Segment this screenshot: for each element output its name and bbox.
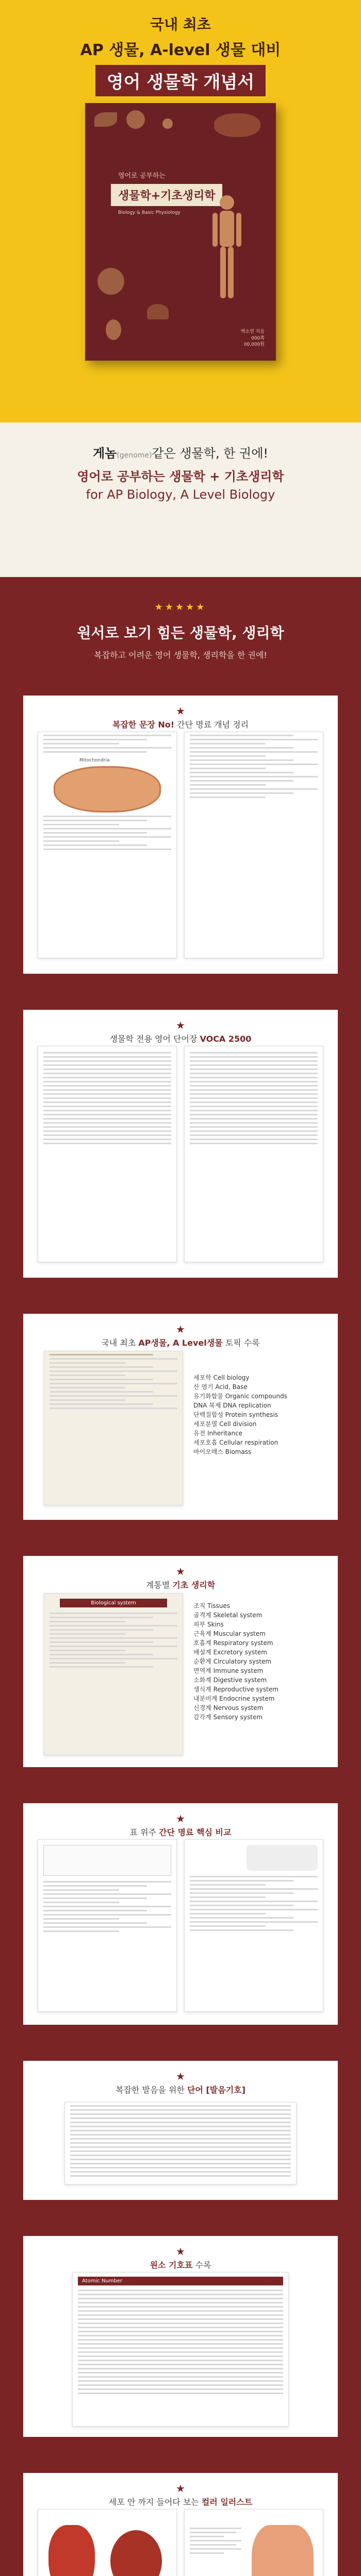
card-caption: 국내 최초 AP생물, A Level생물 토픽 수록 <box>101 1338 260 1348</box>
card-caption: 원소 기호표 수록 <box>150 2260 211 2270</box>
system-item: 감각계 Sensory system <box>193 1714 263 1721</box>
star-icon: ★ <box>176 2482 185 2495</box>
book-english-title: Biology & Basic Physiology <box>118 210 180 215</box>
toc-page <box>44 1351 183 1505</box>
mitochondria-icon <box>214 113 260 137</box>
feature-card-toc <box>23 1314 338 1520</box>
book-price: 00,000원 <box>243 342 265 348</box>
comparison-page-left <box>38 1839 177 2012</box>
author-name: 백소연 지음 <box>240 329 265 335</box>
system-item: 신경계 Nervous system <box>193 1704 264 1711</box>
feature-subtitle: 복잡하고 어려운 영어 생물학, 생리학을 한 권에! <box>94 650 267 660</box>
feature-card-comparison <box>23 1803 338 2025</box>
atomic-number-label: Atomic Number <box>78 2277 283 2285</box>
feature-card-periodic <box>23 2236 338 2437</box>
topic-item: 세포분열 Cell division <box>193 1420 257 1428</box>
comparison-page-right <box>184 1839 323 2012</box>
topic-item: 유전 Inheritance <box>193 1430 243 1437</box>
card-caption: 표 위주 간단 명료 핵심 비교 <box>129 1827 232 1837</box>
hero-line-1: 국내 최초 <box>150 16 211 33</box>
star-icon: ★ <box>176 705 185 717</box>
hero-line-3: 영어 생물학 개념서 <box>95 65 266 96</box>
star-icon: ★ <box>176 1812 185 1825</box>
voca-page-left <box>38 1046 177 1262</box>
biological-system-label: Biological system <box>60 1599 167 1607</box>
voca-page-right <box>184 1046 323 1262</box>
system-item: 배설계 Excretory system <box>193 1649 267 1656</box>
intro-genome: 게놈 <box>92 446 117 461</box>
mitochondria-label: Mitochondria <box>79 758 110 763</box>
book-cover-image <box>85 103 276 361</box>
cell-icon <box>126 110 145 129</box>
system-item: 순환계 Circulatory system <box>193 1658 272 1665</box>
sample-page-right <box>184 732 323 958</box>
system-item: 조직 Tissues <box>193 1602 231 1609</box>
system-item: 피부 Skins <box>193 1621 224 1628</box>
card-caption: 계통별 기초 생리학 <box>145 1580 216 1590</box>
topic-item: 산 염기 Acid, Base <box>193 1383 248 1391</box>
hero-banner <box>0 0 361 422</box>
topic-item: 세포학 Cell biology <box>193 1374 250 1381</box>
seed-icon <box>106 319 121 340</box>
star-icon: ★ <box>176 1019 185 1031</box>
feature-card-concept <box>23 696 338 974</box>
human-figure-icon <box>206 193 248 307</box>
diagram-illustration <box>247 1845 318 1871</box>
bacteria-icon <box>97 268 124 295</box>
hero-line-2: AP 생물, A-level 생물 대비 <box>80 41 281 59</box>
leaf-icon <box>94 112 117 127</box>
molecule-icon <box>162 118 173 129</box>
intro-genome-en: (genome) <box>117 451 152 460</box>
sample-page-left <box>38 732 177 958</box>
star-icon: ★ <box>176 2070 185 2082</box>
card-caption: 복잡한 발음을 위한 단어 [발음기호] <box>116 2085 245 2095</box>
system-list <box>193 1601 278 1722</box>
system-item: 면역계 Immune system <box>193 1667 264 1674</box>
card-caption: 복잡한 문장 No! 간단 명료 개념 정리 <box>112 720 249 730</box>
intro-line-1 <box>0 443 361 461</box>
topic-item: DNA 복제 DNA replication <box>193 1402 271 1409</box>
intro-section <box>0 422 361 577</box>
book-title: 생물학+기초생리학 <box>111 184 222 206</box>
feature-title: 원서로 보기 힘든 생물학, 생리학 <box>77 624 284 641</box>
system-item: 호흡계 Respiratory system <box>193 1639 273 1647</box>
book-subtitle: 영어로 공부하는 <box>118 172 166 180</box>
mushroom-icon <box>147 304 169 319</box>
star-icon: ★ <box>176 1565 185 1578</box>
feature-card-pronunciation <box>23 2061 338 2200</box>
topic-list <box>193 1373 287 1456</box>
periodic-table-page <box>72 2272 289 2427</box>
physiology-page <box>44 1593 183 1755</box>
pronunciation-table <box>64 2102 297 2184</box>
intro-line-3: for AP Biology, A Level Biology <box>86 487 275 502</box>
feature-card-illustrations <box>23 2473 338 2576</box>
system-item: 골격계 Skeletal system <box>193 1612 262 1619</box>
mitochondria-illustration <box>54 766 161 812</box>
topic-item: 단백질합성 Protein synthesis <box>193 1411 278 1418</box>
star-icon: ★ <box>176 1323 185 1335</box>
page-count: 000쪽 <box>251 335 265 341</box>
topic-item: 세포호흡 Cellular respiration <box>193 1439 278 1446</box>
illustration-page-right <box>184 2509 323 2576</box>
book-author-info <box>241 329 265 348</box>
intro-tail: 같은 생물학, 한 권에! <box>152 446 269 461</box>
topic-item: 바이오매스 Biomass <box>193 1448 252 1455</box>
topic-item: 유기화합물 Organic compounds <box>193 1393 287 1400</box>
feature-card-voca <box>23 1010 338 1278</box>
system-item: 근육계 Muscular system <box>193 1630 266 1637</box>
system-item: 소화계 Digestive system <box>193 1676 267 1684</box>
system-item: 내분비계 Endocrine system <box>193 1695 275 1702</box>
star-icon: ★ <box>176 2245 185 2258</box>
feature-card-physiology <box>23 1556 338 1767</box>
table-illustration <box>43 1845 171 1876</box>
digestive-illustration <box>252 2525 314 2576</box>
feature-header <box>0 577 361 696</box>
card-caption: 세포 안 까지 들어다 보는 컬러 일러스트 <box>108 2497 253 2507</box>
rating-stars-icon: ★★★★★ <box>154 602 207 613</box>
illustration-page-left <box>38 2509 177 2576</box>
kidney-illustration <box>110 2530 162 2576</box>
system-item: 생식계 Reproductive system <box>193 1686 278 1693</box>
intro-line-2: 영어로 공부하는 생물학 + 기초생리학 <box>77 469 284 484</box>
heart-illustration <box>48 2525 95 2576</box>
card-caption: 생물학 전용 영어 단어장 VOCA 2500 <box>109 1034 252 1044</box>
